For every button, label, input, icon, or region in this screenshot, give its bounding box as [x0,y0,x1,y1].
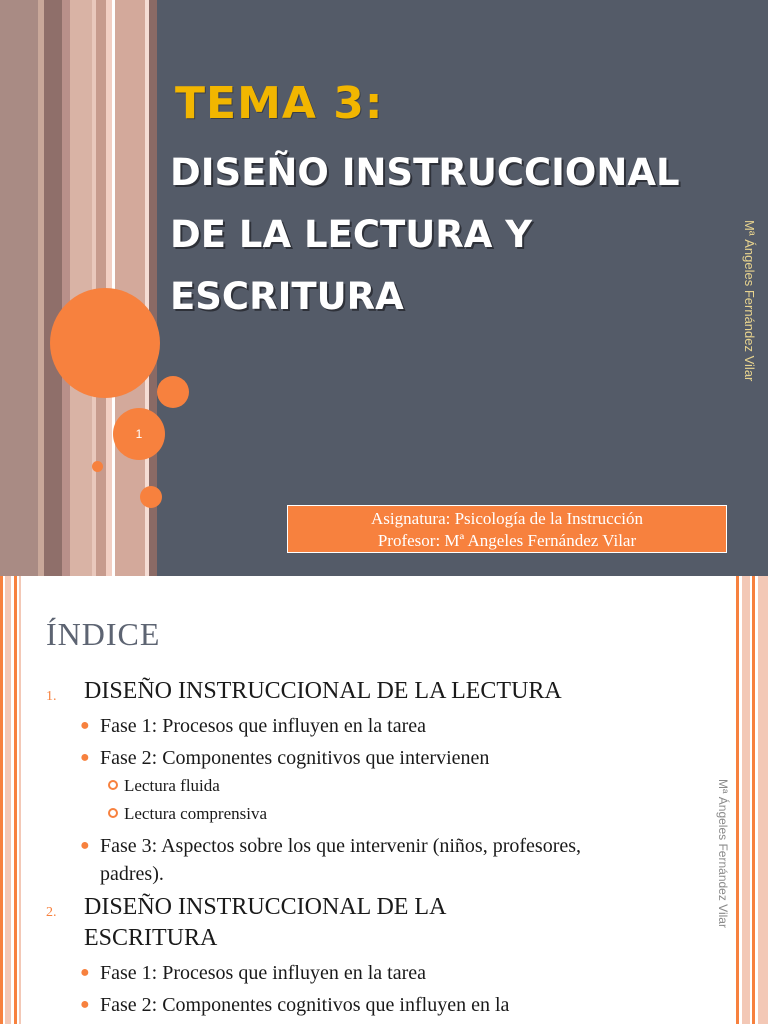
index-item-text: Fase 3: Aspectos sobre los que intervenir (niños, profesores, padres). [100,835,582,885]
page-number: 1 [135,427,143,441]
index-subitem-text: Lectura fluida [124,776,220,795]
index-slide [0,576,768,1024]
decor-stripe [70,0,92,576]
index-item [80,991,640,1019]
decor-circle [50,288,160,398]
decor-stripe [62,0,70,576]
course-info-box [287,505,727,553]
bullet-icon: ● [80,964,90,981]
bullet-icon: ● [80,717,90,734]
index-subitem [108,774,220,798]
index-item [80,959,640,987]
index-item-text: Fase 1: Procesos que influyen en la tarea [100,962,427,984]
section-title: DISEÑO INSTRUCCIONAL DE LA LECTURA [84,678,562,704]
index-item-text: Fase 2: Componentes cognitivos que intervienen [100,747,490,769]
index-item-text: Fase 2: Componentes cognitivos que influyen en la [100,994,510,1016]
decor-stripe [0,0,38,576]
index-section [46,892,686,954]
decor-stripe [14,576,17,1024]
section-number: 2. [46,905,57,920]
decor-stripe [752,576,755,1024]
section-number: 1. [46,689,57,704]
decor-stripe [0,576,3,1024]
decor-circle [92,461,103,472]
ring-bullet-icon [108,780,118,790]
decor-circle [157,376,189,408]
ring-bullet-icon [108,808,118,818]
index-section [46,676,686,712]
side-author-label: Mª Ángeles Fernández Vilar [742,220,757,382]
index-subitem [108,802,267,826]
bullet-icon: ● [80,749,90,766]
decor-stripe [758,576,768,1024]
slide-title-tema: TEMA 3: [175,78,384,129]
decor-stripe [742,576,750,1024]
course-subject: Asignatura: Psicología de la Instrucción [371,509,643,528]
decor-stripe [19,576,21,1024]
decor-stripe [44,0,62,576]
index-heading: ÍNDICE [46,616,161,652]
side-author-label: Mª Ángeles Fernández Vilar [716,779,730,928]
decor-stripe [5,576,11,1024]
section-title: DISEÑO INSTRUCCIONAL DE LA ESCRITURA [84,894,446,951]
index-item [80,832,640,888]
index-subitem-text: Lectura comprensiva [124,804,268,823]
decor-circle [140,486,162,508]
slide-title: DISEÑO INSTRUCCIONAL DE LA LECTURA Y ESCRITURA [170,151,680,318]
bullet-icon: ● [80,996,90,1013]
decor-stripe [736,576,739,1024]
index-item-text: Fase 1: Procesos que influyen en la tarea [100,715,427,737]
index-item [80,744,640,772]
bullet-icon: ● [80,837,90,854]
decor-stripe [115,0,145,576]
course-professor: Profesor: Mª Angeles Fernández Vilar [377,531,637,550]
index-item [80,712,640,740]
